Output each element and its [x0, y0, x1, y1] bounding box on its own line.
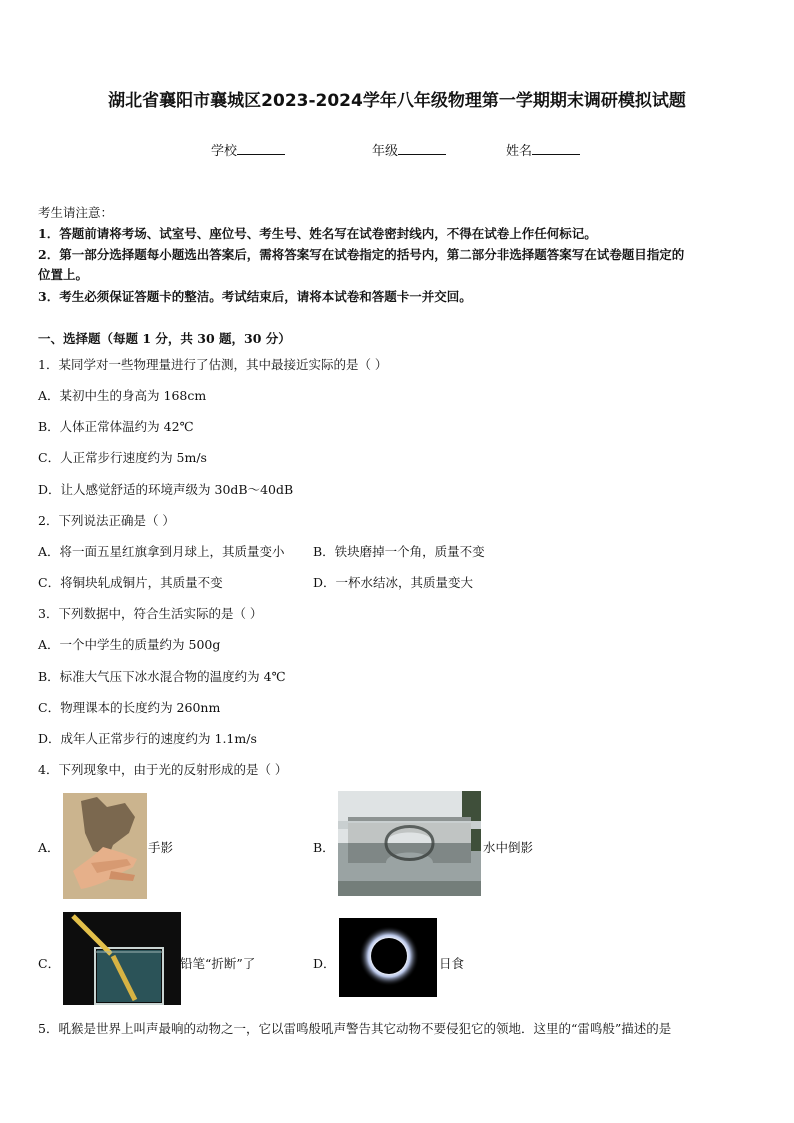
q2-option-c: C．将铜块轧成铜片，其质量不变 — [38, 575, 223, 590]
notice-item-1: 1．答题前请将考场、试室号、座位号、考生号、姓名写在试卷密封线内，不得在试卷上作任何标记。 — [38, 226, 597, 241]
school-field: 学校 — [211, 140, 285, 159]
q2-option-a: A．将一面五星红旗拿到月球上，其质量变小 — [38, 544, 285, 559]
hand-shadow-image — [63, 793, 147, 899]
q3-option-b: B．标准大气压下冰水混合物的温度约为 4℃ — [38, 669, 286, 684]
page-title: 湖北省襄阳市襄城区2023-2024学年八年级物理第一学期期末调研模拟试题 — [108, 91, 686, 111]
q3-option-c: C．物理课本的长度约为 260nm — [38, 700, 221, 715]
q3-option-d: D．成年人正常步行的速度约为 1.1m/s — [38, 731, 257, 746]
q4-option-d-letter: D． — [313, 956, 336, 971]
name-blank[interactable] — [532, 142, 580, 155]
q4-option-a-text: 手影 — [148, 840, 174, 855]
section-heading: 一、选择题（每题 1 分，共 30 题，30 分） — [38, 331, 291, 346]
q4-option-a-letter: A． — [38, 840, 60, 855]
q1-option-a: A．某初中生的身高为 168cm — [38, 388, 207, 403]
notice-item-3: 3．考生必须保证答题卡的整洁。考试结束后，请将本试卷和答题卡一并交回。 — [38, 289, 472, 304]
q1-option-b: B．人体正常体温约为 42℃ — [38, 419, 194, 434]
grade-field: 年级 — [372, 140, 446, 159]
grade-blank[interactable] — [398, 142, 446, 155]
q2-stem: 2．下列说法正确是（ ） — [38, 513, 175, 528]
q4-option-d-text: 日食 — [439, 956, 465, 971]
q4-option-b-letter: B． — [313, 840, 335, 855]
q3-stem: 3．下列数据中，符合生活实际的是（ ） — [38, 606, 263, 621]
solar-eclipse-image — [339, 918, 437, 997]
notice-heading: 考生请注意： — [38, 205, 114, 220]
name-field: 姓名 — [506, 140, 580, 159]
q2-option-b: B．铁块磨掉一个角，质量不变 — [313, 544, 485, 559]
q1-stem: 1．某同学对一些物理量进行了估测，其中最接近实际的是（ ） — [38, 357, 388, 372]
q4-stem: 4．下列现象中，由于光的反射形成的是（ ） — [38, 762, 288, 777]
pencil-in-water-image — [63, 912, 181, 1005]
bridge-reflection-image — [338, 791, 481, 896]
q1-option-c: C．人正常步行速度约为 5m/s — [38, 450, 207, 465]
q4-option-c-letter: C． — [38, 956, 61, 971]
q5-stem: 5．吼猴是世界上叫声最响的动物之一，它以雷鸣般吼声警告其它动物不要侵犯它的领地．这里的“雷鸣般”描述的是 — [38, 1021, 672, 1036]
q1-option-d: D．让人感觉舒适的环境声级为 30dB～40dB — [38, 482, 294, 497]
q3-option-a: A．一个中学生的质量约为 500g — [38, 637, 221, 652]
q4-option-c-text: 铅笔“折断”了 — [180, 956, 256, 971]
q2-option-d: D．一杯水结冰，其质量变大 — [313, 575, 474, 590]
notice-item-2-cont: 位置上。 — [38, 267, 89, 282]
notice-item-2: 2．第一部分选择题每小题选出答案后，需将答案写在试卷指定的括号内，第二部分非选择题答案写在试卷题目指定的 — [38, 247, 685, 262]
school-blank[interactable] — [237, 142, 285, 155]
q4-option-b-text: 水中倒影 — [483, 840, 534, 855]
